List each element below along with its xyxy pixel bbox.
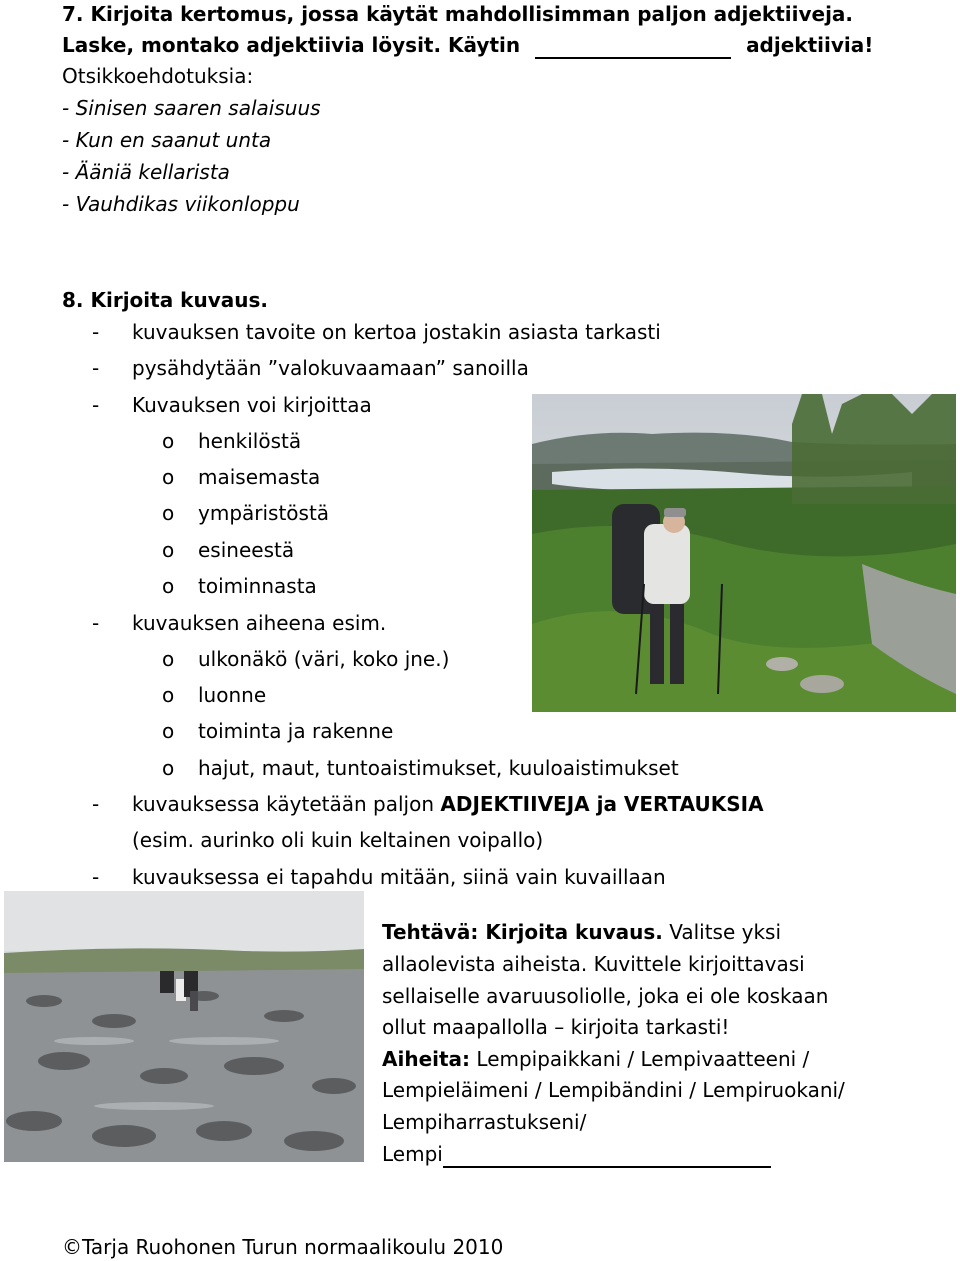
dash-marker: - — [92, 792, 100, 816]
assignment-line: ollut maapallolla – kirjoita tarkasti! — [382, 1015, 730, 1039]
sub-list-item-text: maisemasta — [198, 465, 321, 489]
assignment-line — [382, 920, 781, 944]
title-suggestion: - Vauhdikas viikonloppu — [62, 192, 300, 216]
sub-list-item-text: toiminta ja rakenne — [198, 719, 394, 743]
adjective-count-blank[interactable] — [535, 33, 731, 59]
dash-marker: - — [92, 865, 100, 889]
assignment-text: Valitse yksi — [662, 920, 782, 944]
assignment-line: allaolevista aiheista. Kuvittele kirjoittavasi — [382, 952, 805, 976]
bullet-marker: o — [162, 756, 175, 780]
list-item — [92, 320, 661, 344]
list-item-text: Kuvauksen voi kirjoittaa — [132, 393, 372, 417]
sub-list-item — [162, 501, 329, 525]
sub-list-item — [162, 465, 320, 489]
bullet-marker: o — [162, 538, 175, 562]
assignment-line — [382, 1047, 809, 1071]
task7-instruction-line2 — [62, 33, 873, 59]
sub-list-item-text: ympäristöstä — [198, 501, 330, 525]
sub-list-item — [162, 683, 266, 707]
sub-list-item-text: toiminnasta — [198, 574, 317, 598]
list-item-text: kuvauksen aiheena esim. — [132, 611, 387, 635]
dash-marker: - — [92, 611, 100, 635]
emphasis-text: ADJEKTIIVEJA ja VERTAUKSIA — [440, 792, 764, 816]
list-item — [92, 792, 764, 816]
assignment-line: sellaiselle avaruusoliolle, joka ei ole koskaan — [382, 984, 829, 1008]
title-suggestion: - Ääniä kellarista — [62, 160, 230, 184]
sub-list-item-text: henkilöstä — [198, 429, 302, 453]
footer-copyright: ©Tarja Ruohonen Turun normaalikoulu 2010 — [62, 1235, 504, 1259]
sub-list-item — [162, 429, 301, 453]
bullet-marker: o — [162, 429, 175, 453]
list-item — [92, 865, 666, 889]
sub-list-item — [162, 538, 294, 562]
assignment-line: Lempieläimeni / Lempibändini / Lempiruokani/ — [382, 1078, 845, 1102]
dash-marker: - — [92, 393, 100, 417]
dash-marker: - — [92, 320, 100, 344]
list-item-text: kuvauksen tavoite on kertoa jostakin asiasta tarkasti — [132, 320, 661, 344]
list-item-continuation: (esim. aurinko oli kuin keltainen voipallo) — [132, 828, 544, 852]
task7-line2-end: adjektiivia! — [746, 33, 874, 57]
bullet-marker: o — [162, 719, 175, 743]
custom-topic-blank[interactable] — [443, 1142, 771, 1168]
sub-list-item — [162, 647, 449, 671]
title-suggestion: - Sinisen saaren salaisuus — [62, 96, 321, 120]
bullet-marker: o — [162, 647, 175, 671]
list-item — [92, 356, 529, 380]
task7-instruction-line1: 7. Kirjoita kertomus, jossa käytät mahdollisimman paljon adjektiiveja. — [62, 2, 854, 26]
list-item-text: kuvauksessa käytetään paljon — [132, 792, 441, 816]
assignment-line: Lempiharrastukseni/ — [382, 1110, 587, 1134]
topics-text: Lempipaikkani / Lempivaatteeni / — [470, 1047, 810, 1071]
sub-list-item-text: ulkonäkö (väri, koko jne.) — [198, 647, 450, 671]
sub-list-item — [162, 719, 393, 743]
title-suggestions-heading: Otsikkoehdotuksia: — [62, 64, 254, 88]
bullet-marker: o — [162, 501, 175, 525]
sub-list-item-text: luonne — [198, 683, 267, 707]
assignment-line — [382, 1142, 771, 1168]
task8-heading: 8. Kirjoita kuvaus. — [62, 288, 268, 312]
title-suggestion: - Kun en saanut unta — [62, 128, 272, 152]
sub-list-item-text: esineestä — [198, 538, 295, 562]
hiker-landscape-photo — [532, 394, 956, 712]
river-crossing-photo — [4, 891, 364, 1162]
topic-prefix: Lempi — [382, 1142, 443, 1166]
bullet-marker: o — [162, 574, 175, 598]
sub-list-item — [162, 574, 317, 598]
bullet-marker: o — [162, 465, 175, 489]
assignment-label: Tehtävä: Kirjoita kuvaus. — [382, 920, 663, 944]
list-item-text: kuvauksessa ei tapahdu mitään, siinä vain kuvaillaan — [132, 865, 666, 889]
topics-label: Aiheita: — [382, 1047, 471, 1071]
list-item — [92, 611, 386, 635]
list-item-text: pysähdytään ”valokuvaamaan” sanoilla — [132, 356, 529, 380]
list-item — [92, 393, 372, 417]
sub-list-item-text: hajut, maut, tuntoaistimukset, kuuloaistimukset — [198, 756, 679, 780]
task7-line2-text: Laske, montako adjektiivia löysit. Käytin — [62, 33, 521, 57]
sub-list-item — [162, 756, 679, 780]
dash-marker: - — [92, 356, 100, 380]
bullet-marker: o — [162, 683, 175, 707]
